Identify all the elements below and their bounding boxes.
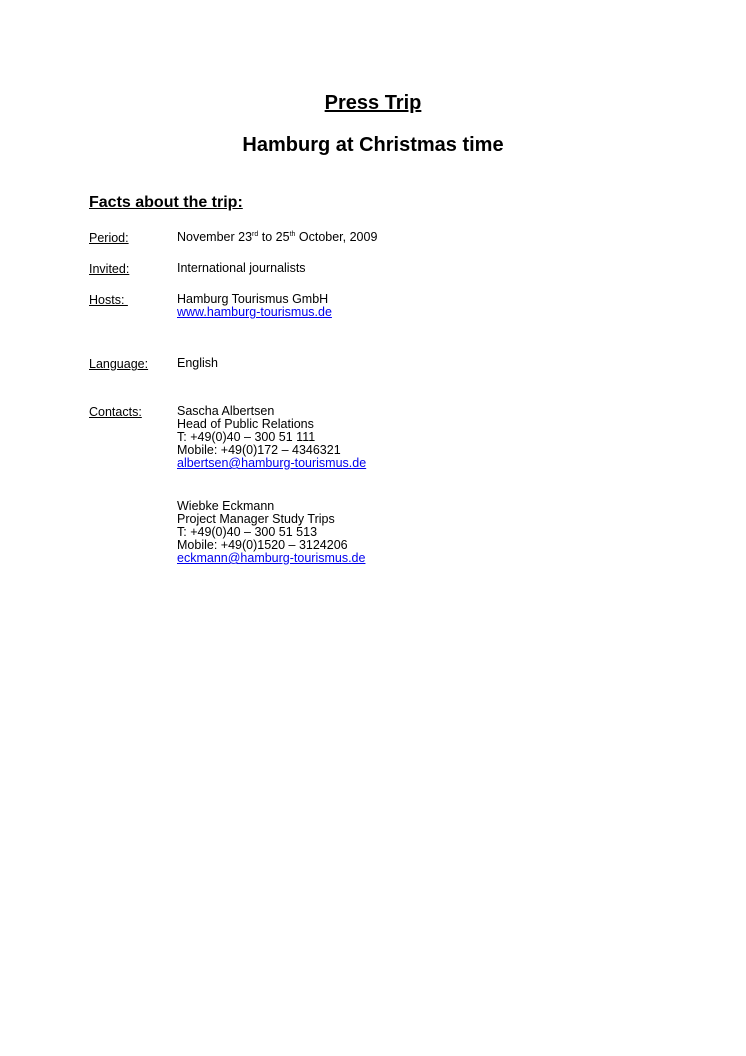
contact-phone: T: +49(0)40 – 300 51 513 [177,525,318,539]
contact-email-link[interactable]: eckmann@hamburg-tourismus.de [177,551,366,565]
language-value [177,357,218,370]
contact-mobile: Mobile: +49(0)172 – 4346321 [177,443,341,457]
language-text: English [177,356,218,370]
hosts-value [177,293,332,319]
period-connector: to 25 [258,230,290,244]
hosts-label: Hosts: [89,293,128,307]
invited-text: International journalists [177,261,306,275]
contact-phone: T: +49(0)40 – 300 51 111 [177,430,316,444]
contact-role: Project Manager Study Trips [177,512,335,526]
contact-role: Head of Public Relations [177,417,314,431]
hosts-name: Hamburg Tourismus GmbH [177,292,329,306]
contact-block-1 [177,405,366,470]
contact-name: Sascha Albertsen [177,404,275,418]
page-subtitle: Hamburg at Christmas time [242,134,504,156]
period-end-suffix: th [289,231,296,238]
invited-value [177,262,306,275]
period-start-day: November 23 [177,230,253,244]
period-end-text: October, 2009 [295,230,378,244]
contacts-label: Contacts: [89,405,142,419]
period-start-suffix: rd [252,231,259,238]
invited-label: Invited: [89,262,130,276]
contact-block-2 [177,500,365,565]
language-label: Language: [89,357,149,371]
contact-email-link[interactable]: albertsen@hamburg-tourismus.de [177,456,367,470]
facts-heading: Facts about the trip: [89,194,243,211]
hosts-website-link[interactable]: www.hamburg-tourismus.de [177,305,332,319]
contact-name: Wiebke Eckmann [177,499,275,513]
contact-mobile: Mobile: +49(0)1520 – 3124206 [177,538,348,552]
period-value [177,231,377,244]
period-label: Period: [89,231,129,245]
page-title: Press Trip [324,92,422,114]
